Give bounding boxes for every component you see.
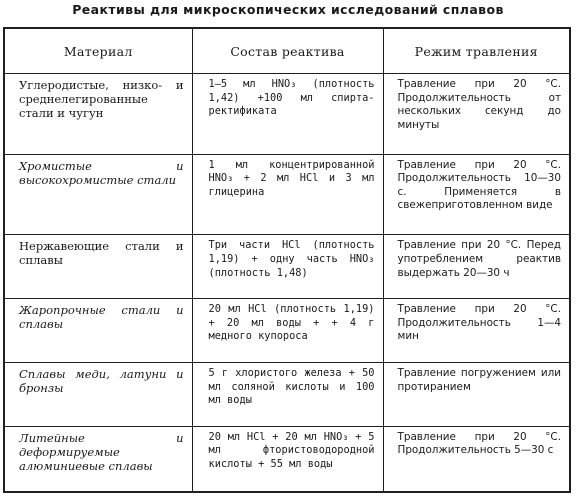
table-row <box>4 235 570 291</box>
table-row <box>4 362 570 418</box>
material-cell: Жаропрочные стали и сплавы <box>19 303 184 332</box>
reagent-cell: 1—5 мл HNO₃ (плотность 1,42) +100 мл спирта-ректификата <box>208 78 375 118</box>
table-title: Реактивы для микроскопических исследований сплавов <box>72 2 504 17</box>
reagent-cell: 20 мл HCl (плотность 1,19) + 20 мл воды + + 4 г медного купороса <box>208 303 375 343</box>
etching-mode-cell: Травление при 20 °С. Продолжительность 5—30 с <box>397 430 561 457</box>
table-row <box>4 426 570 484</box>
etching-mode-cell: Травление при 20 °С. Перед употреблением реактив выдержать 20—30 ч <box>397 239 561 279</box>
material-cell: Нержавеющие стали и сплавы <box>19 239 184 268</box>
material-cell: Литейные и деформируемые алюминиевые сплавы <box>19 430 184 473</box>
material-cell: Сплавы меди, латуни и бронзы <box>19 366 184 395</box>
table-row <box>4 154 570 227</box>
table-row <box>4 299 570 355</box>
reagent-cell: 1 мл концентрированной HNO₃ + 2 мл HCl и 3 мл глицерина <box>208 158 375 198</box>
material-cell: Углеродистые, низко- и среднелегированные стали и чугун <box>19 78 184 120</box>
header-row <box>4 28 570 74</box>
etching-mode-cell: Травление погружением или протиранием <box>397 366 561 393</box>
reagent-cell: 5 г хлористого железа + 50 мл соляной кислоты и 100 мл воды <box>208 366 375 407</box>
column-header-etching-mode: Режим травления <box>383 28 570 74</box>
etching-mode-cell: Травление при 20 °С. Продолжительность 10—30 с. Применяется в свежеприготовленном виде <box>397 158 561 212</box>
column-header-material: Материал <box>4 28 192 74</box>
etching-mode-cell: Травление при 20 °С. Продолжительность от нескольких секунд до минуты <box>397 78 561 131</box>
reagent-cell: 20 мл HCl + 20 мл HNO₃ + 5 мл фтористоводородной кислоты + 55 мл воды <box>208 430 375 470</box>
column-header-reagent: Состав реактива <box>192 28 383 74</box>
material-cell: Хромистые и высокохромистые стали <box>19 158 184 187</box>
etching-mode-cell: Травление при 20 °С. Продолжительность 1—4 мин <box>397 303 561 343</box>
reagents-table <box>3 27 571 493</box>
reagent-cell: Три части HCl (плотность 1,19) + одну часть HNO₃ (плотность 1,48) <box>208 239 375 279</box>
table-row <box>4 74 570 147</box>
